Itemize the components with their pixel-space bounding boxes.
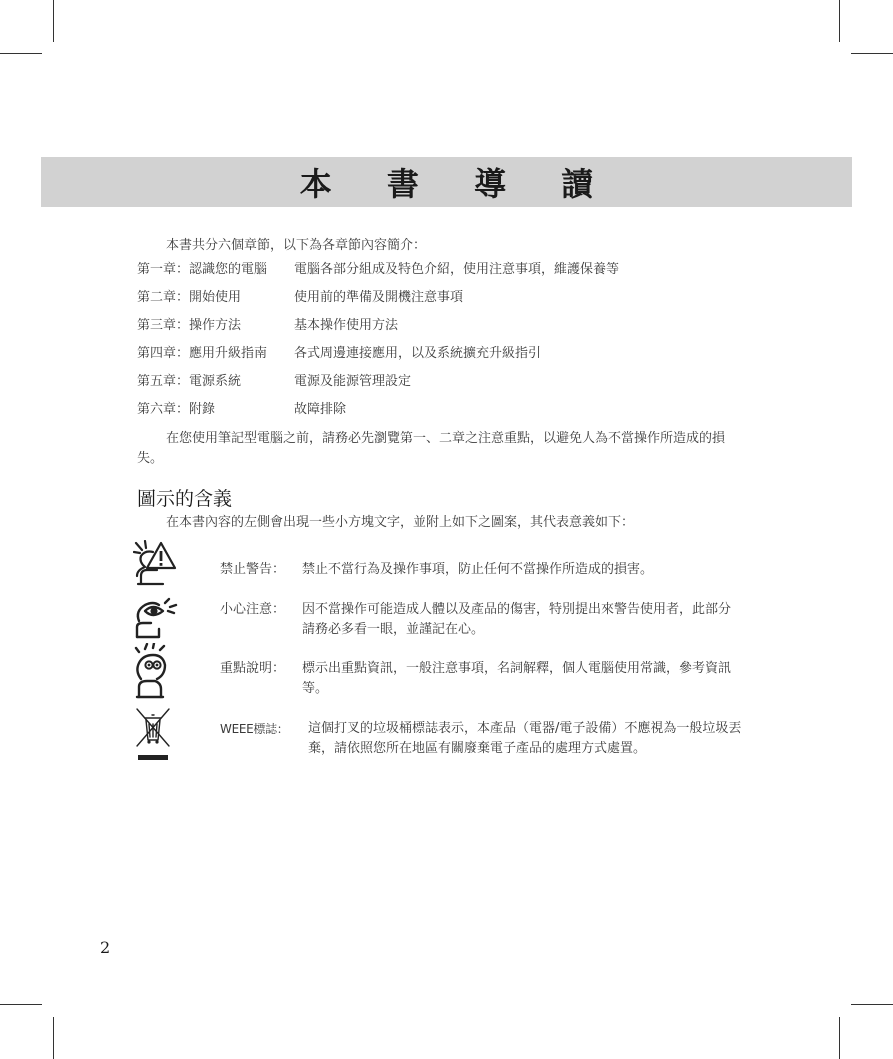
crop-mark	[0, 53, 42, 54]
crop-mark	[851, 1004, 893, 1005]
crop-mark	[839, 0, 840, 42]
legend-label: WEEE標誌：	[220, 722, 289, 736]
eye-icon	[133, 597, 179, 639]
legend-desc: 這個打叉的垃圾桶標誌表示，本產品（電器/電子設備）不應視為一般垃圾丟棄，請依照您所在地區有關廢棄電子產品的處理方式處置。	[308, 721, 742, 756]
chapter-desc: 使用前的準備及開機注意事項	[294, 290, 464, 305]
chapter-name: 第四章：應用升級指南	[137, 346, 268, 361]
crop-mark	[839, 1017, 840, 1059]
chapter-name: 第五章：電源系統	[137, 374, 242, 389]
warning-icon	[133, 540, 177, 586]
weee-bin-icon	[136, 708, 172, 762]
chapter-intro: 本書共分六個章節，以下為各章節內容簡介：	[166, 238, 427, 253]
legend-desc: 因不當操作可能造成人體以及產品的傷害，特別提出來警告使用者，此部分請務必多看一眼，並謹記在心。	[302, 602, 732, 637]
glasses-icon	[133, 643, 173, 699]
legend-desc: 標示出重點資訊，一般注意事項，名詞解釋，個人電腦使用常識，參考資訊等。	[302, 661, 732, 696]
chapter-name: 第六章：附錄	[137, 402, 216, 417]
chapter-desc: 各式周邊連接應用，以及系統擴充升級指引	[294, 346, 542, 361]
chapter-desc: 電腦各部分組成及特色介紹，使用注意事項，維護保養等	[294, 262, 620, 277]
chapter-name: 第一章：認識您的電腦	[137, 262, 268, 277]
legend-desc: 禁止不當行為及操作事項，防止任何不當操作所造成的損害。	[302, 562, 654, 577]
reading-note: 在您使用筆記型電腦之前，請務必先瀏覽第一、二章之注意重點，以避免人為不當操作所造成的損失。	[137, 431, 726, 466]
legend-label: 小心注意：	[220, 602, 286, 617]
crop-mark	[53, 1017, 54, 1059]
crop-mark	[53, 0, 54, 42]
chapter-desc: 故障排除	[294, 402, 347, 417]
crop-mark	[0, 1004, 42, 1005]
section-title: 圖示的含義	[137, 488, 233, 510]
chapter-name: 第二章：開始使用	[137, 290, 242, 305]
legend-label: 禁止警告：	[220, 562, 286, 577]
section-intro: 在本書內容的左側會出現一些小方塊文字，並附上如下之圖案，其代表意義如下：	[166, 515, 635, 530]
title-band	[41, 157, 852, 207]
legend-label: 重點說明：	[220, 661, 286, 676]
page-number: 2	[100, 938, 111, 957]
page-title: 本 書 導 讀	[299, 165, 616, 203]
chapter-name: 第三章：操作方法	[137, 318, 242, 333]
crop-mark	[851, 53, 893, 54]
chapter-desc: 電源及能源管理設定	[294, 374, 412, 389]
chapter-desc: 基本操作使用方法	[294, 318, 399, 333]
